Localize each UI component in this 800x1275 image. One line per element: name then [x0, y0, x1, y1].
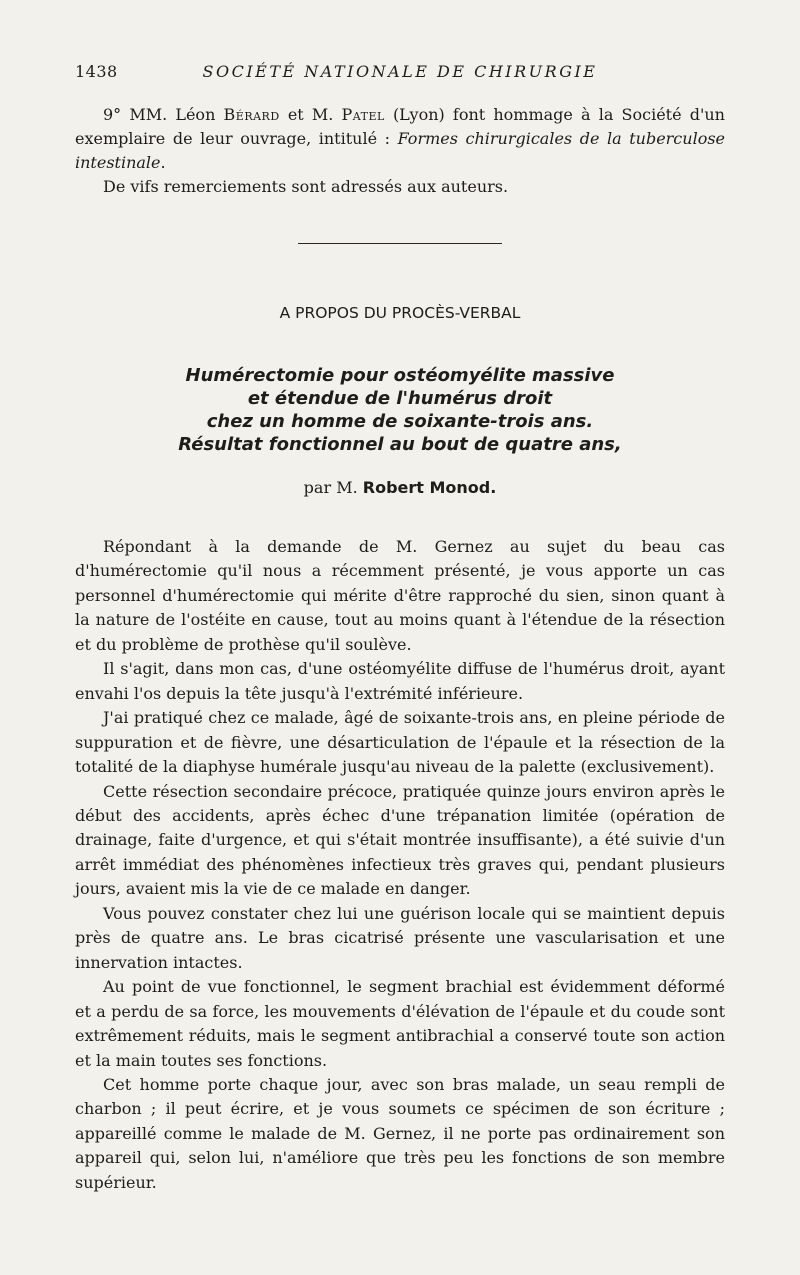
- byline-author: Robert Monod.: [362, 478, 497, 497]
- body-paragraph: Vous pouvez constater chez lui une guérison locale qui se maintient depuis près de quatre ans. Le bras cicatrisé présente une vascularisation et une innervation intactes.: [75, 903, 725, 972]
- item-9-text: (Lyon) font hommage à la Société d'un exemplaire de leur ouvrage, intitulé :: [75, 105, 725, 148]
- body-paragraph: Cette résection secondaire précoce, pratiquée quinze jours environ après le début des accidents, après échec d'une trépanation limitée (opération de drainage, faite d'urgence, et qui s'était montrée insuffisante), a été suivie d'un arrêt immédiat des phénomènes infectieux très graves qui, pendant plusieurs jours, avaient mis la vie de ce malade en danger.: [75, 781, 725, 899]
- author-berard: Bérard: [223, 105, 280, 124]
- byline: [75, 478, 725, 497]
- article-title-line: Humérectomie pour ostéomyélite massive: [185, 365, 615, 386]
- page-header: [75, 62, 725, 86]
- article-title: [75, 364, 725, 456]
- section-divider: [298, 243, 502, 244]
- article-title-line: et étendue de l'humérus droit: [247, 388, 553, 409]
- body-paragraph: Répondant à la demande de M. Gernez au sujet du beau cas d'humérectomie qu'il nous a récemment présenté, je vous apporte un cas personnel d'humérectomie qui mérite d'être rapproché du sien, sinon quant à la nature de l'ostéite en cause, tout au moins quant à l'étendue de la résection et du problème de prothèse qu'il soulève.: [75, 537, 725, 654]
- page-number: 1438: [75, 62, 118, 81]
- byline-prefix: par M.: [303, 478, 358, 497]
- thanks-line: De vifs remerciements sont adressés aux auteurs.: [103, 177, 509, 196]
- body-paragraph: Il s'agit, dans mon cas, d'une ostéomyélite diffuse de l'humérus droit, ayant envahi l'os depuis la tête jusqu'à l'extrémité inférieure.: [75, 659, 725, 703]
- section-heading: A PROPOS DU PROCÈS-VERBAL: [279, 304, 521, 322]
- item-9-block: [75, 103, 725, 199]
- item-9-number: 9° MM. Léon: [103, 105, 216, 124]
- item-9-end: .: [160, 153, 166, 172]
- author-patel: Patel: [341, 105, 385, 124]
- body-paragraph: J'ai pratiqué chez ce malade, âgé de soixante-trois ans, en pleine période de suppuration et de fièvre, une désarticulation de l'épaule et la résection de la totalité de la diaphyse humérale jusqu'au niveau de la palette (exclusivement).: [75, 708, 725, 777]
- article-title-line: chez un homme de soixante-trois ans.: [206, 411, 594, 432]
- article-body: [75, 535, 725, 1195]
- body-paragraph: Au point de vue fonctionnel, le segment brachial est évidemment déformé et a perdu de sa force, les mouvements d'élévation de l'épaule et du coude sont extrêmement réduits, mais le segment antibrachial a conservé toute son action et la main toutes ses fonctions.: [75, 977, 725, 1070]
- running-head: SOCIÉTÉ NATIONALE DE CHIRURGIE: [202, 62, 598, 81]
- work-title: Formes chirurgicales de la tuberculose intestinale: [75, 129, 726, 172]
- connector: et M.: [287, 105, 334, 124]
- body-paragraph: Cet homme porte chaque jour, avec son bras malade, un seau rempli de charbon ; il peut écrire, et je vous soumets ce spécimen de son écriture ; appareillé comme le malade de M. Gernez, il ne porte pas ordinairement son appareil qui, selon lui, n'améliore que très peu les fonctions de son membre supérieur.: [75, 1074, 725, 1192]
- item-9-paragraph: [75, 103, 725, 175]
- article-title-line: Résultat fonctionnel au bout de quatre ans,: [178, 434, 622, 455]
